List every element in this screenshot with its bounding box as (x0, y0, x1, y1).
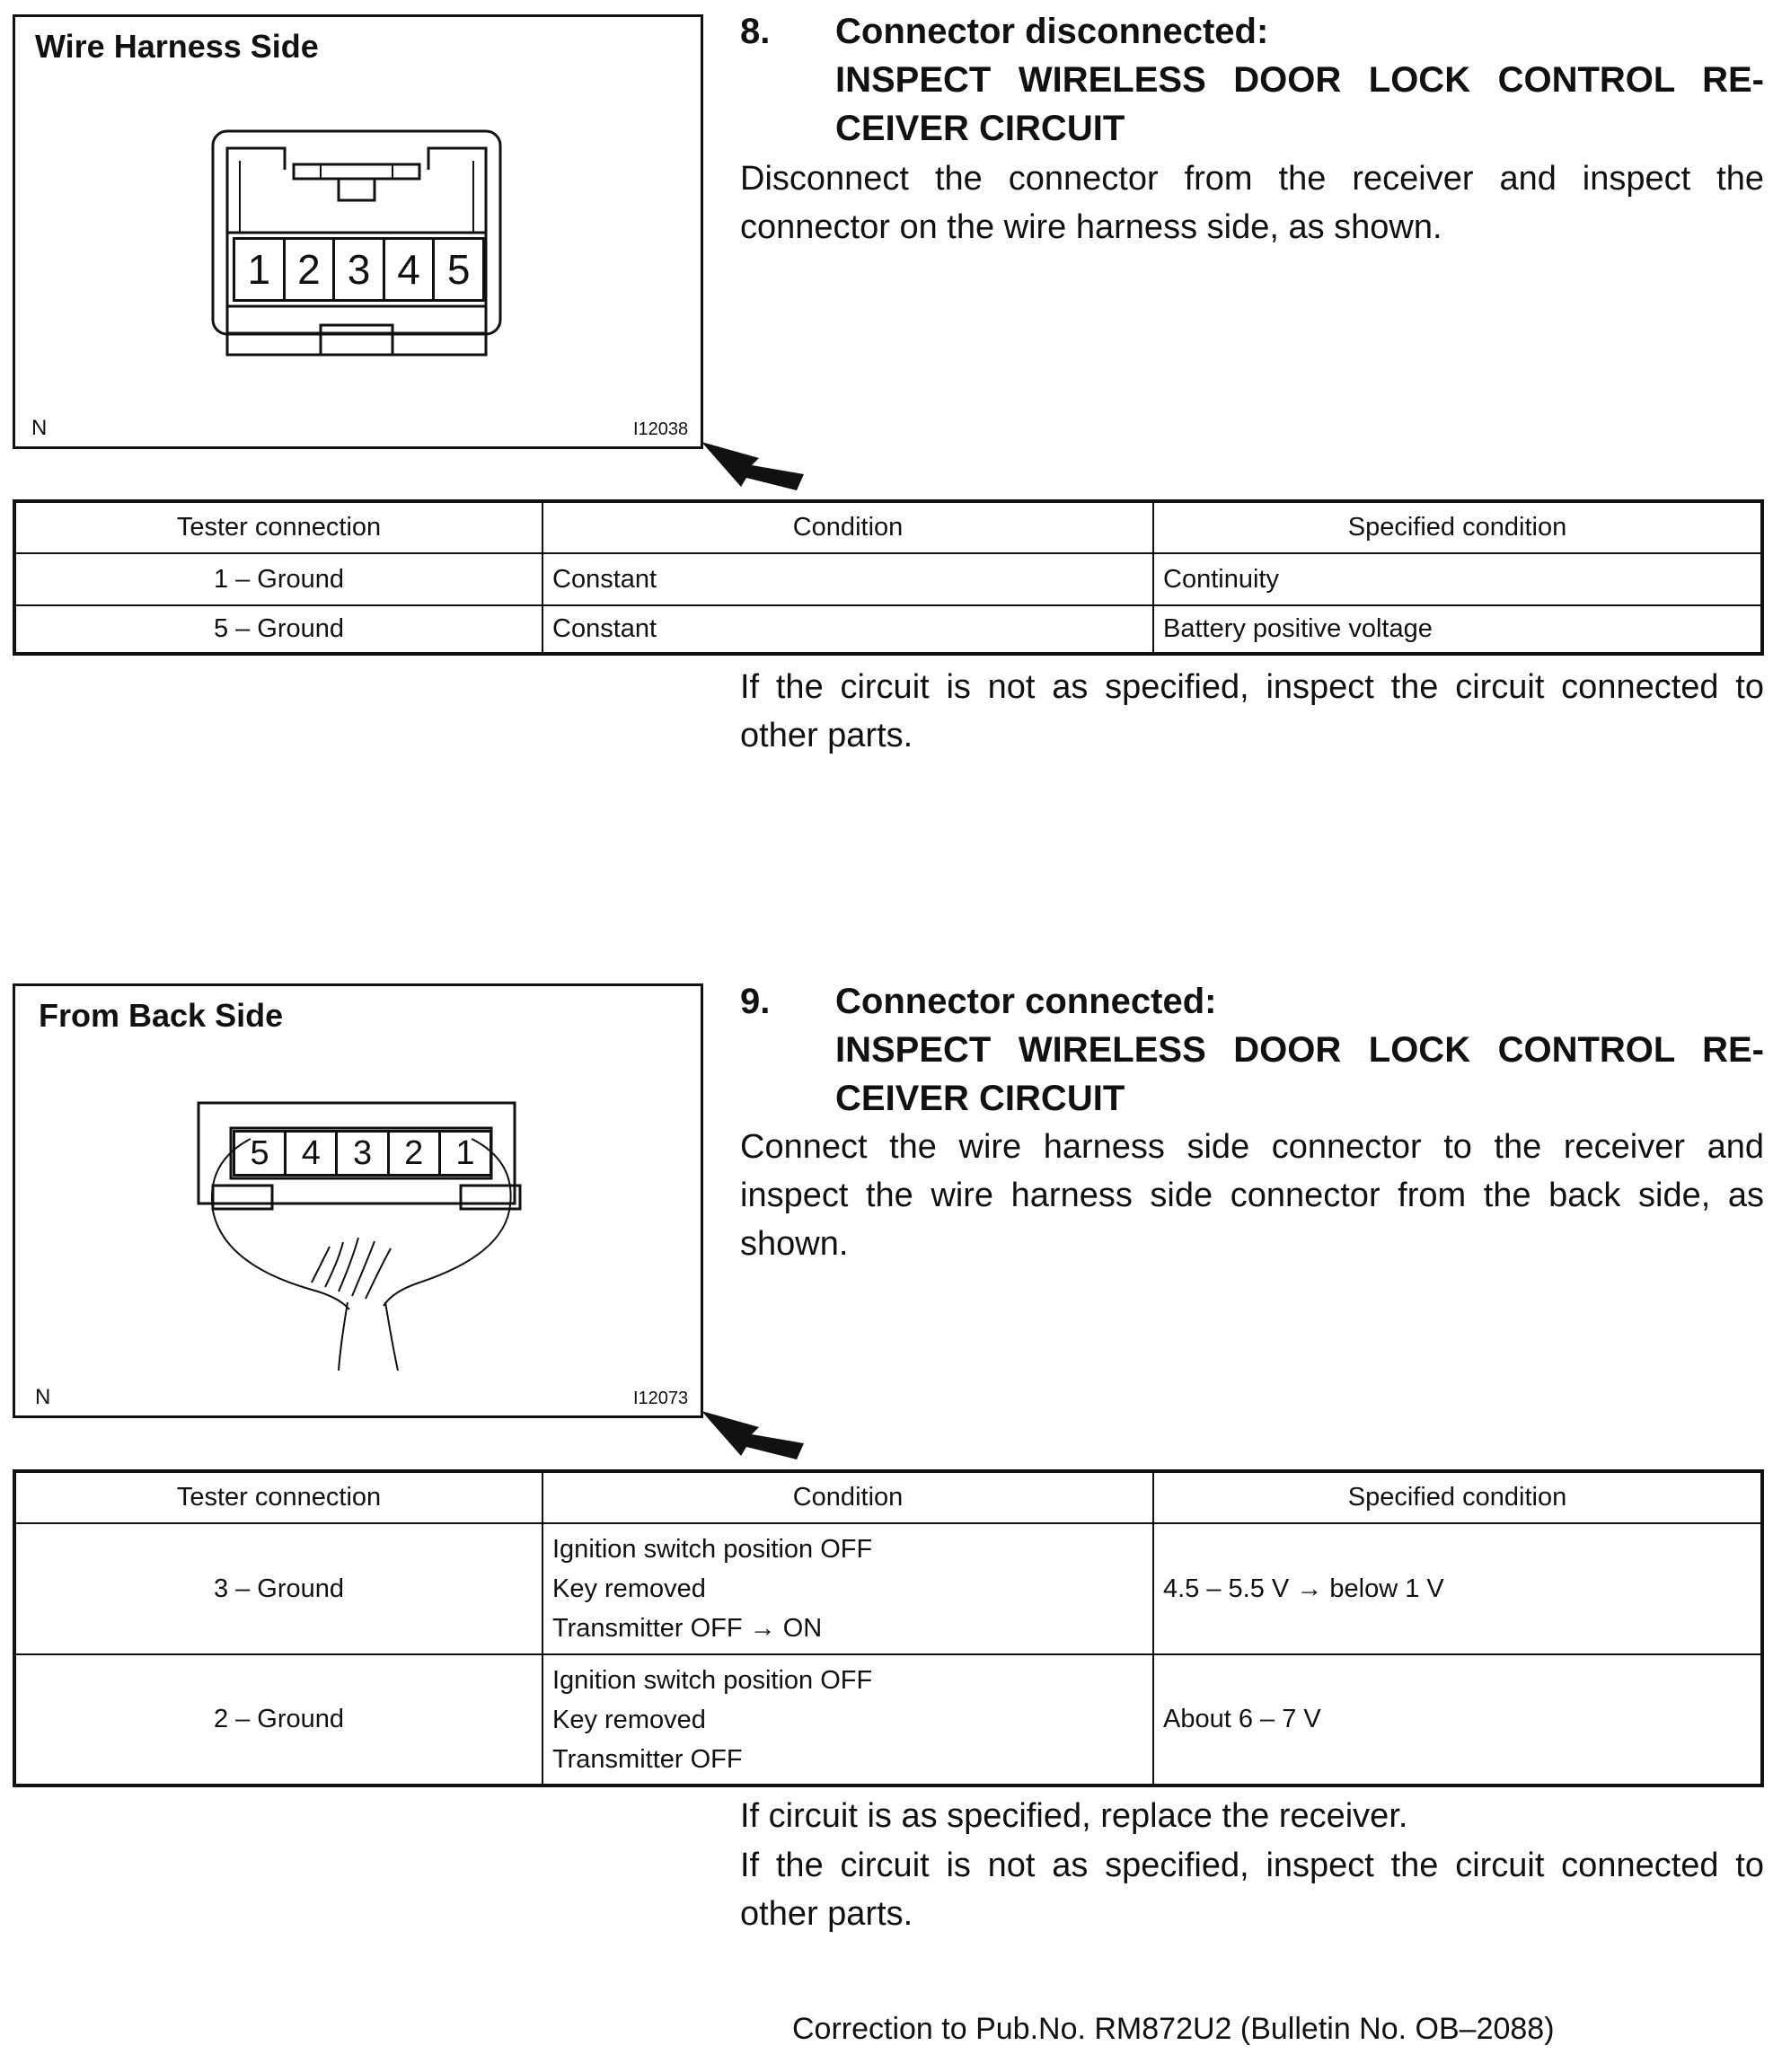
pin-cell: 4 (383, 237, 436, 302)
table-row (14, 553, 1762, 605)
instruction-text: Connect the wire harness side connector to the receiver and inspect the wire harness side connector from the back side, as shown. (740, 1128, 1764, 1263)
figure-code: I12038 (633, 419, 689, 439)
pin-cell: 4 (284, 1130, 338, 1177)
pin-cell: 5 (233, 1130, 287, 1177)
pin-cell: 3 (332, 237, 385, 302)
tester-cell: 1 – Ground (14, 553, 542, 605)
connector-front-drawing (15, 17, 706, 452)
figure-code: I12073 (633, 1389, 689, 1408)
condition-line: Transmitter OFF (552, 1744, 743, 1774)
note-text: If circuit is as specified, replace the receiver. (740, 1797, 1408, 1835)
condition-line: Ignition switch position OFF (552, 1665, 873, 1695)
pin-cell: 1 (233, 237, 286, 302)
inspection-table (13, 499, 1764, 656)
footer-correction-note: Correction to Pub.No. RM872U2 (Bulletin No. OB–2088) (792, 2012, 1555, 2046)
step-subtitle-line: CEIVER CIRCUIT (835, 1079, 1125, 1118)
tester-cell: 2 – Ground (14, 1654, 542, 1785)
column-header: Condition (542, 1471, 1153, 1523)
specified-cell: Continuity (1153, 553, 1762, 605)
step-title: Connector disconnected: (835, 12, 1269, 51)
wire-harness-side-figure (13, 14, 703, 449)
note-text: If the circuit is not as specified, inspect the circuit connected to other parts. (740, 668, 1764, 754)
step-number: 8. (740, 12, 771, 51)
pin-cell: 1 (438, 1130, 492, 1177)
specified-cell: About 6 – 7 V (1153, 1654, 1762, 1785)
pin-row (233, 237, 482, 302)
condition-cell: Constant (542, 553, 1153, 605)
table-row (14, 605, 1762, 654)
condition-line: Ignition switch position OFF (552, 1535, 873, 1564)
figure-corner-letter: N (35, 1385, 51, 1409)
condition-cell (542, 1523, 1153, 1654)
instruction-text: Disconnect the connector from the receiver and inspect the connector on the wire harness side, as shown. (740, 160, 1764, 246)
condition-cell (542, 1654, 1153, 1785)
pin-cell: 2 (283, 237, 336, 302)
arrow-icon (696, 438, 822, 492)
figure-title: From Back Side (39, 997, 284, 1034)
arrow-icon (696, 1407, 822, 1461)
note-text: If the circuit is not as specified, inspect the circuit connected to other parts. (740, 1847, 1764, 1933)
step-title: Connector connected: (835, 982, 1217, 1021)
step-subtitle-line: INSPECT WIRELESS DOOR LOCK CONTROL RE- (835, 1030, 1764, 1070)
column-header: Condition (542, 501, 1153, 553)
step-subtitle-line: INSPECT WIRELESS DOOR LOCK CONTROL RE- (835, 60, 1764, 100)
tester-cell: 5 – Ground (14, 605, 542, 654)
condition-line: Key removed (552, 1574, 706, 1603)
column-header: Specified condition (1153, 1471, 1762, 1523)
inspection-table (13, 1469, 1764, 1787)
specified-cell: 4.5 – 5.5 V → below 1 V (1153, 1523, 1762, 1654)
figure-title: Wire Harness Side (35, 28, 319, 65)
figure-corner-letter: N (31, 416, 48, 440)
pin-cell: 2 (387, 1130, 441, 1177)
condition-line: Transmitter OFF → ON (552, 1614, 823, 1643)
pin-cell: 3 (335, 1130, 389, 1177)
pin-cell: 5 (432, 237, 485, 302)
condition-cell: Constant (542, 605, 1153, 654)
table-row (14, 1523, 1762, 1654)
tester-cell: 3 – Ground (14, 1523, 542, 1654)
table-row (14, 1654, 1762, 1785)
back-side-figure (13, 983, 703, 1418)
specified-cell: Battery positive voltage (1153, 605, 1762, 654)
column-header: Tester connection (14, 501, 542, 553)
condition-line: Key removed (552, 1705, 706, 1734)
pin-row (233, 1130, 490, 1177)
column-header: Specified condition (1153, 501, 1762, 553)
connector-back-drawing (15, 986, 706, 1421)
column-header: Tester connection (14, 1471, 542, 1523)
step-subtitle-line: CEIVER CIRCUIT (835, 109, 1125, 148)
step-number: 9. (740, 982, 771, 1021)
